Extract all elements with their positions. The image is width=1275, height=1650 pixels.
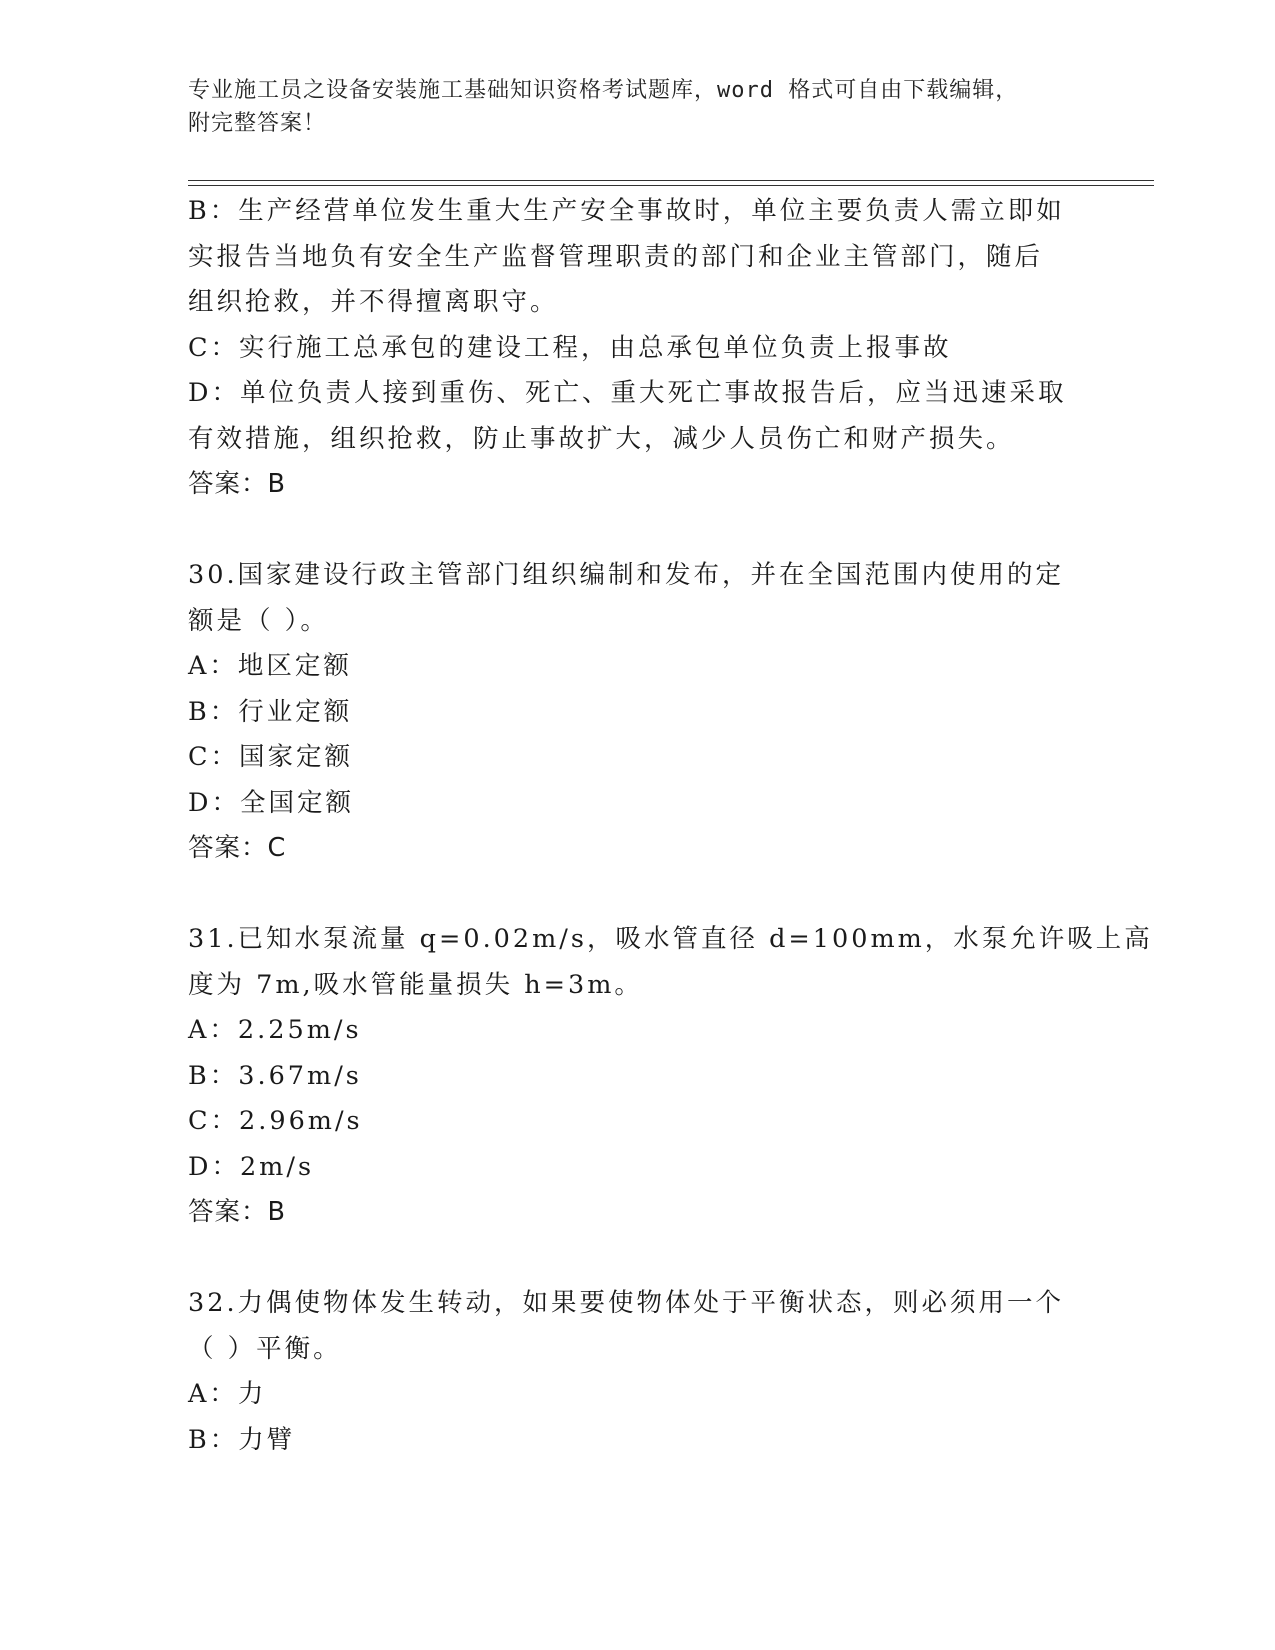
option-b-line: 组织抢救，并不得擅离职守。 bbox=[188, 287, 559, 317]
option-a: A：力 bbox=[188, 1379, 267, 1409]
option-b-line: B：生产经营单位发生重大生产安全事故时，单位主要负责人需立即如 bbox=[188, 196, 1065, 226]
option-a: A：地区定额 bbox=[188, 651, 352, 681]
option-c: C：实行施工总承包的建设工程，由总承包单位负责上报事故 bbox=[188, 332, 952, 363]
option-b: B：力臂 bbox=[188, 1424, 296, 1455]
question-stem-line: 额是（ ）。 bbox=[188, 605, 329, 636]
spacer bbox=[188, 508, 1078, 554]
question-stem-line: （ ）平衡。 bbox=[188, 1333, 342, 1364]
option-d-line: D：单位负责人接到重伤、死亡、重大死亡事故报告后，应当迅速采取 bbox=[188, 378, 1067, 408]
option-c: C：国家定额 bbox=[188, 742, 354, 772]
option-d: D：全国定额 bbox=[188, 787, 354, 818]
question-30 bbox=[188, 553, 1078, 872]
question-content bbox=[188, 189, 1153, 1463]
question-stem-line: 32.力偶使物体发生转动，如果要使物体处于平衡状态，则必须用一个 bbox=[188, 1288, 1065, 1318]
document-header bbox=[188, 74, 1068, 140]
question-29-tail bbox=[188, 189, 1078, 508]
header-line-2: 附完整答案！ bbox=[188, 111, 327, 136]
option-b: B：行业定额 bbox=[188, 696, 353, 727]
answer-line: 答案：B bbox=[188, 469, 286, 499]
answer-line: 答案：B bbox=[188, 1197, 286, 1227]
question-stem-line: 度为 7m,吸水管能量损失 h=3m。 bbox=[188, 969, 643, 1000]
option-a: A：2.25m/s bbox=[188, 1015, 362, 1045]
header-line-1: 专业施工员之设备安装施工基础知识资格考试题库，word 格式可自由下载编辑， bbox=[188, 78, 1019, 103]
spacer bbox=[188, 1236, 1078, 1282]
answer-line: 答案：C bbox=[188, 833, 287, 863]
option-d-line: 有效措施，组织抢救，防止事故扩大，减少人员伤亡和财产损失。 bbox=[188, 423, 1015, 454]
spacer bbox=[188, 872, 1078, 918]
question-32 bbox=[188, 1281, 1078, 1463]
header-divider-bottom bbox=[188, 185, 1154, 186]
option-d: D：2m/s bbox=[188, 1151, 315, 1182]
option-b-line: 实报告当地负有安全生产监督管理职责的部门和企业主管部门，随后 bbox=[188, 241, 1044, 272]
header-divider-top bbox=[188, 180, 1154, 181]
question-stem-line: 31.已知水泵流量 q=0.02m/s，吸水管直径 d=100mm，水泵允许吸上高 bbox=[188, 924, 1153, 954]
question-31 bbox=[188, 917, 1153, 1236]
option-b: B：3.67m/s bbox=[188, 1060, 362, 1091]
question-stem-line: 30.国家建设行政主管部门组织编制和发布，并在全国范围内使用的定 bbox=[188, 560, 1065, 590]
option-c: C：2.96m/s bbox=[188, 1106, 363, 1136]
